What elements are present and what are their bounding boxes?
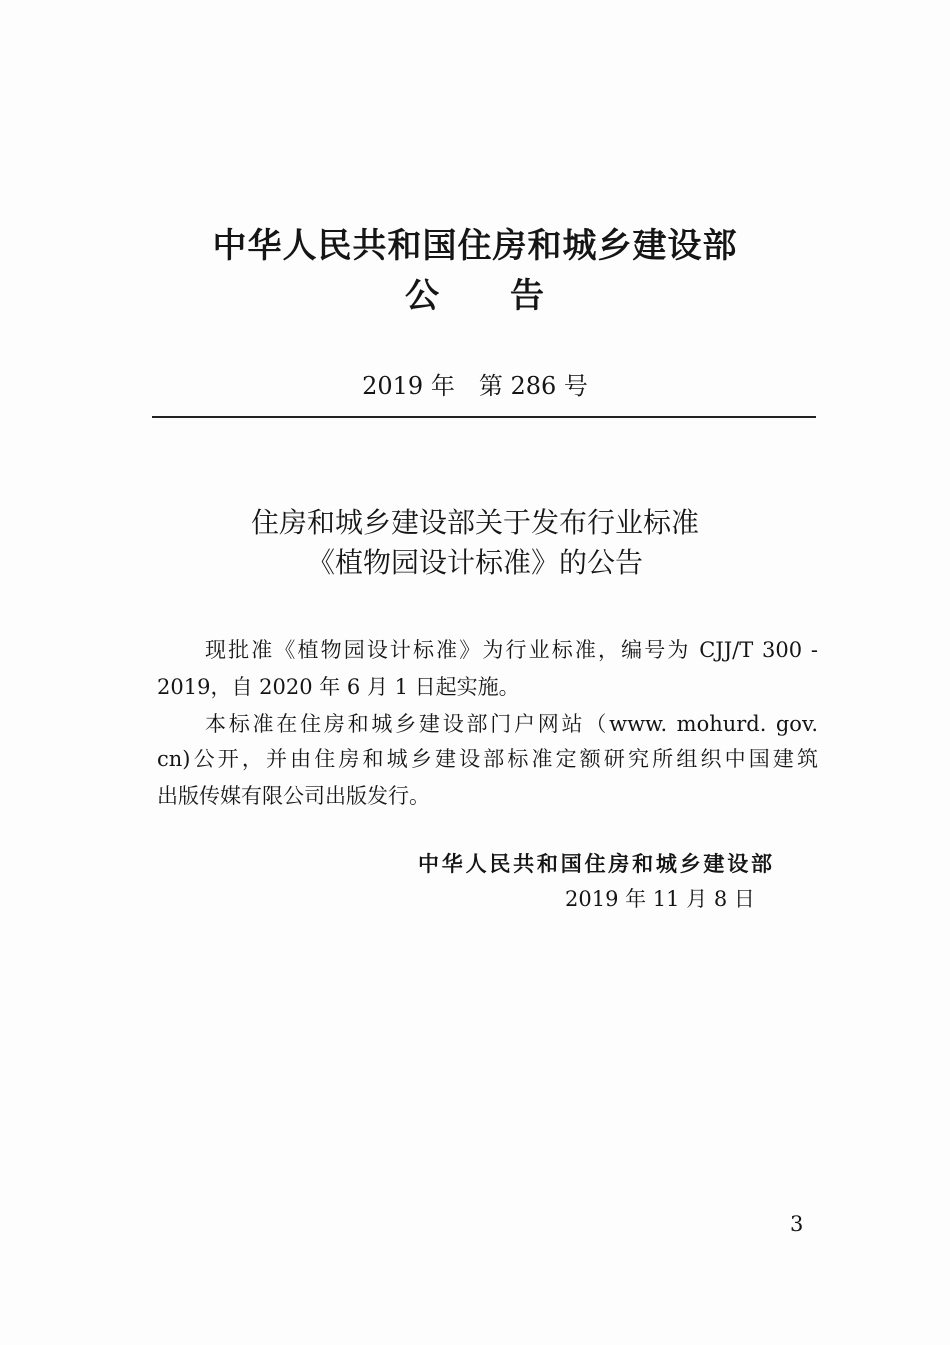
issuer-heading: 中华人民共和国住房和城乡建设部 xyxy=(212,226,738,266)
body-line: cn)公开，并由住房和城乡建设部标准定额研究所组织中国建筑 xyxy=(157,747,818,771)
page-number: 3 xyxy=(790,1212,804,1236)
body-line: 现批准《植物园设计标准》为行业标准，编号为 CJJ/T 300 - xyxy=(205,638,818,662)
title-line-2: 《植物园设计标准》的公告 xyxy=(306,546,643,579)
divider-rule xyxy=(152,416,816,418)
body-line: 2019，自 2020 年 6 月 1 日起实施。 xyxy=(157,675,520,699)
document-number: 2019 年 第 286 号 xyxy=(362,372,588,400)
title-line-1: 住房和城乡建设部关于发布行业标准 xyxy=(250,506,699,539)
signature-org: 中华人民共和国住房和城乡建设部 xyxy=(418,852,772,876)
body-line: 出版传媒有限公司出版发行。 xyxy=(157,784,430,808)
body-line: 本标准在住房和城乡建设部门户网站（www. mohurd. gov. xyxy=(205,712,818,736)
signature-date: 2019 年 11 月 8 日 xyxy=(565,887,755,911)
document-type: 公 告 xyxy=(405,276,545,316)
